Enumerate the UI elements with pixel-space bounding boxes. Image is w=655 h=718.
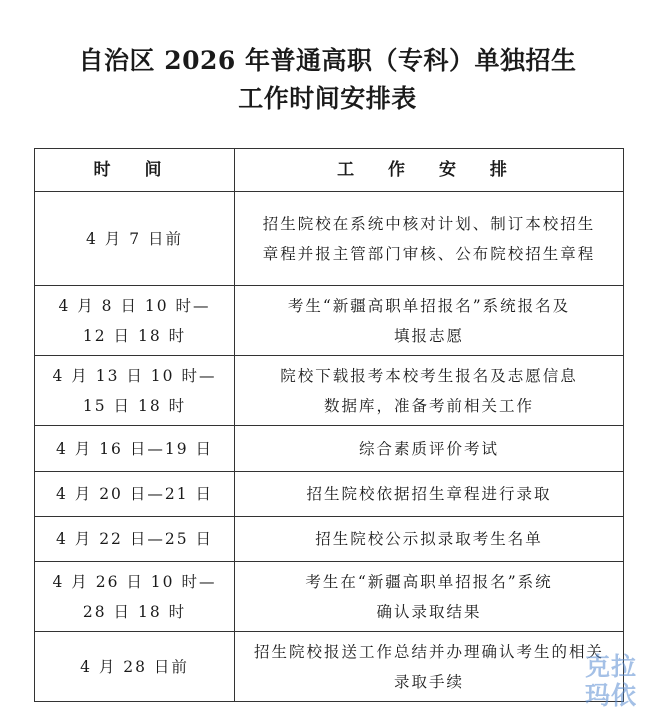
time-text: 12 日 18 时 [82, 326, 187, 345]
time-cell [35, 562, 235, 632]
watermark-line-2: 玛依 [584, 681, 637, 710]
time-text: 4 月 28 日前 [80, 657, 189, 676]
task-cell [235, 286, 624, 356]
header-task: 工 作 安 排 [235, 149, 624, 192]
time-text: 4 月 7 日前 [85, 229, 183, 248]
task-text: 数据库，准备考前相关工作 [323, 396, 534, 415]
task-text: 招生院校在系统中核对计划、制订本校招生 [262, 214, 596, 233]
watermark-logo [575, 652, 647, 714]
table-row [35, 562, 624, 632]
table-row [35, 192, 624, 286]
schedule-table [34, 148, 624, 702]
time-cell [35, 192, 235, 286]
header-time: 时 间 [35, 149, 235, 192]
table-header-row [35, 149, 624, 192]
time-cell [35, 472, 235, 517]
time-text: 4 月 20 日—21 日 [55, 485, 214, 503]
time-text: 4 月 22 日—25 日 [55, 530, 214, 548]
task-cell [235, 517, 624, 562]
task-text: 院校下载报考本校考生报名及志愿信息 [280, 366, 578, 385]
time-text: 4 月 8 日 10 时— [58, 296, 211, 315]
time-text: 15 日 18 时 [82, 396, 187, 415]
table-row [35, 517, 624, 562]
time-text: 4 月 13 日 10 时— [52, 366, 217, 385]
task-cell [235, 356, 624, 426]
task-text: 综合素质评价考试 [358, 439, 499, 458]
table-row [35, 286, 624, 356]
time-cell [35, 517, 235, 562]
document-title [0, 42, 655, 118]
table-row [35, 426, 624, 472]
task-cell [235, 562, 624, 632]
task-text: 录取手续 [393, 672, 464, 691]
task-text: 考生在“新疆高职单招报名”系统 [305, 572, 553, 591]
task-cell [235, 426, 624, 472]
time-text: 4 月 16 日—19 日 [55, 439, 214, 458]
title-line-1: 自治区 2026 年普通高职（专科）单独招生 [78, 46, 577, 75]
task-cell [235, 472, 624, 517]
table-row [35, 472, 624, 517]
task-text: 招生院校依据招生章程进行录取 [306, 485, 552, 503]
task-cell [235, 192, 624, 286]
task-text: 招生院校报送工作总结并办理确认考生的相关 [253, 642, 604, 661]
watermark-line-1: 克拉 [584, 652, 637, 681]
table-row [35, 356, 624, 426]
time-cell [35, 632, 235, 702]
task-text: 章程并报主管部门审核、公布院校招生章程 [262, 244, 596, 263]
task-cell [235, 632, 624, 702]
task-text: 招生院校公示拟录取考生名单 [315, 530, 543, 548]
task-text: 考生“新疆高职单招报名”系统报名及 [287, 296, 571, 315]
time-cell [35, 356, 235, 426]
time-cell [35, 426, 235, 472]
task-text: 确认录取结果 [376, 602, 482, 621]
time-cell [35, 286, 235, 356]
time-text: 28 日 18 时 [82, 602, 187, 621]
table-row [35, 632, 624, 702]
title-line-2: 工作时间安排表 [238, 84, 417, 113]
task-text: 填报志愿 [393, 326, 464, 345]
time-text: 4 月 26 日 10 时— [52, 572, 217, 591]
